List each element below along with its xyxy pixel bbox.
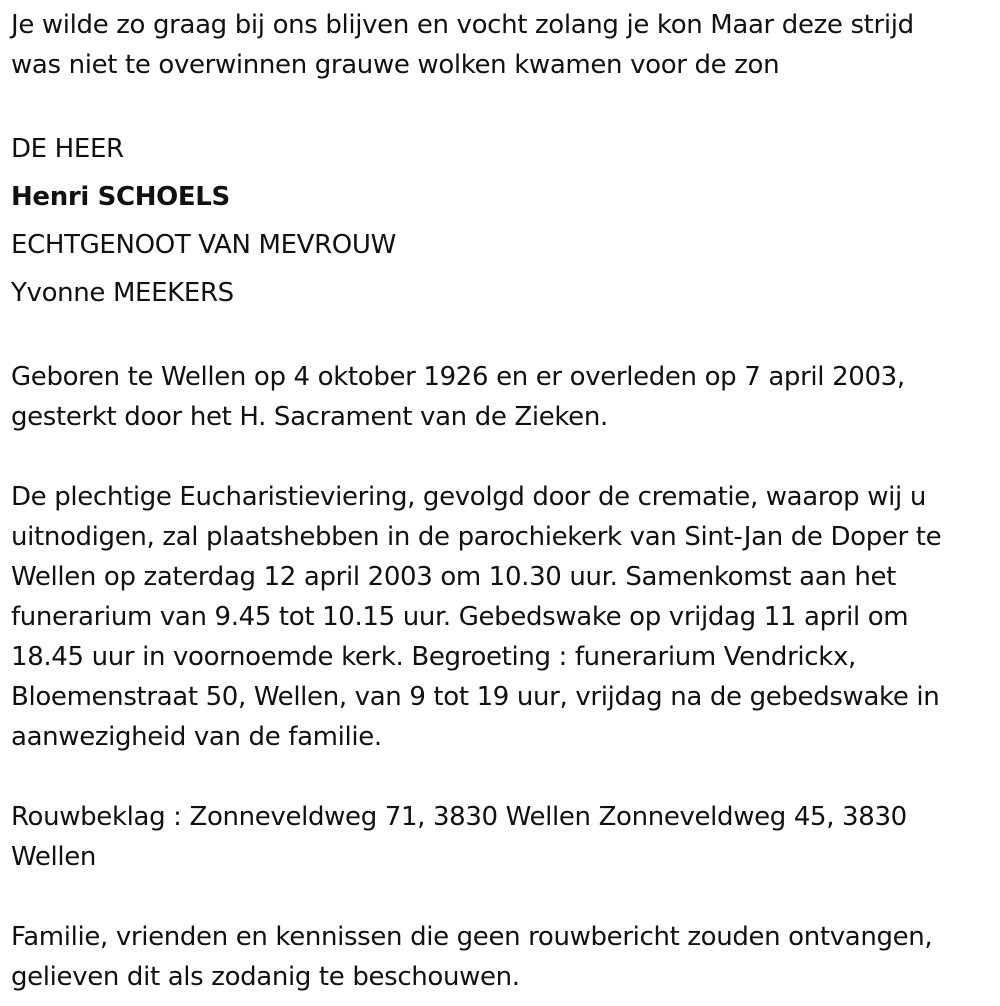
deceased-name: Henri SCHOELS (11, 182, 230, 212)
poem-line: was niet te overwinnen grauwe wolken kwamen voor de zon (11, 50, 780, 80)
mourning-paragraph (11, 797, 990, 877)
paragraph-line: De plechtige Eucharistieviering, gevolgd door de crematie, waarop wij u (11, 482, 926, 512)
paragraph-spacer (11, 317, 990, 357)
paragraph-spacer (11, 85, 990, 125)
poem-paragraph (11, 5, 990, 85)
paragraph-line: gelieven dit als zodanig te beschouwen. (11, 962, 520, 992)
paragraph-line: Wellen (11, 842, 97, 872)
paragraph-line: gesterkt door het H. Sacrament van de Zieken. (11, 402, 608, 432)
paragraph-line: uitnodigen, zal plaatshebben in de parochiekerk van Sint-Jan de Doper te (11, 522, 942, 552)
paragraph-line: funerarium van 9.45 tot 10.15 uur. Gebedswake op vrijdag 11 april om (11, 602, 909, 632)
paragraph-line: Geboren te Wellen op 4 oktober 1926 en er overleden op 7 april 2003, (11, 362, 905, 392)
paragraph-spacer (11, 757, 990, 797)
paragraph-spacer (11, 877, 990, 917)
deceased-block (11, 125, 990, 317)
relation-label: ECHTGENOOT VAN MEVROUW (11, 230, 396, 260)
paragraph-spacer (11, 437, 990, 477)
poem-line: Je wilde zo graag bij ons blijven en vocht zolang je kon Maar deze strijd (11, 10, 914, 40)
paragraph-line: Familie, vrienden en kennissen die geen rouwbericht zouden ontvangen, (11, 922, 933, 952)
paragraph-line: aanwezigheid van de familie. (11, 722, 382, 752)
paragraph-line: Bloemenstraat 50, Wellen, van 9 tot 19 uur, vrijdag na de gebedswake in (11, 682, 940, 712)
paragraph-line: 18.45 uur in voornoemde kerk. Begroeting : funerarium Vendrickx, (11, 642, 856, 672)
birth-death-paragraph (11, 357, 990, 437)
ceremony-paragraph (11, 477, 990, 757)
paragraph-line: Rouwbeklag : Zonneveldweg 71, 3830 Wellen Zonneveldweg 45, 3830 (11, 802, 907, 832)
spouse-name: Yvonne MEEKERS (11, 278, 234, 308)
closing-paragraph (11, 917, 990, 997)
paragraph-line: Wellen op zaterdag 12 april 2003 om 10.30 uur. Samenkomst aan het (11, 562, 896, 592)
honorific-title: DE HEER (11, 134, 124, 164)
